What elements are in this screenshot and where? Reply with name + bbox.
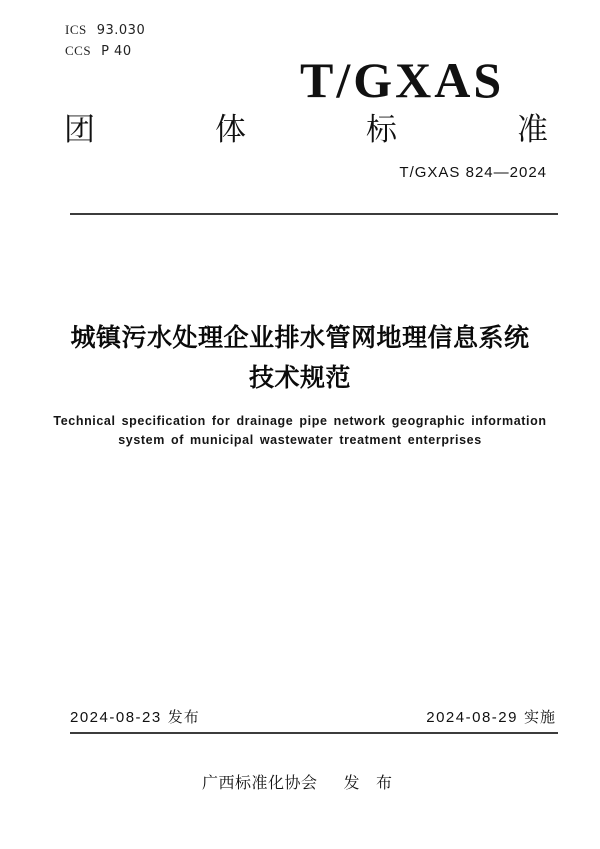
standard-type-char: 体 xyxy=(215,112,246,147)
issue-date: 2024-08-23 xyxy=(70,709,162,726)
ics-label: ICS xyxy=(65,22,87,37)
english-title-line-1: Technical specification for drainage pipe network geographic information xyxy=(53,414,547,428)
title-line-2: 技术规范 xyxy=(248,364,351,392)
ccs-label: CCS xyxy=(65,43,92,58)
dates-row xyxy=(70,707,556,729)
document-title-english xyxy=(0,412,600,450)
standard-type-char: 准 xyxy=(517,112,548,147)
publisher-name: 广西标准化协会 xyxy=(202,775,318,792)
implement-date-group xyxy=(426,707,556,729)
publish-action-label: 发 布 xyxy=(343,775,398,792)
english-title-line-2: system of municipal wastewater treatment enterprises xyxy=(118,433,482,447)
classification-codes xyxy=(65,20,145,62)
ccs-value: P 40 xyxy=(101,44,132,59)
title-line-1: 城镇污水处理企业排水管网地理信息系统 xyxy=(70,324,530,352)
standard-type-row xyxy=(64,110,548,150)
issue-date-group xyxy=(70,707,200,729)
standard-number: T/GXAS 824—2024 xyxy=(399,164,547,181)
implement-date: 2024-08-29 xyxy=(426,709,518,726)
ccs-line xyxy=(65,41,145,62)
top-divider-rule xyxy=(70,213,558,215)
standard-type-char: 标 xyxy=(366,112,397,147)
implement-label: 实施 xyxy=(523,709,556,726)
ics-value: 93.030 xyxy=(96,23,146,38)
standard-type-char: 团 xyxy=(64,112,95,147)
ics-line xyxy=(65,20,145,41)
standard-body-logo: T/GXAS xyxy=(300,52,505,108)
document-title xyxy=(0,318,600,398)
bottom-divider-rule xyxy=(70,732,558,734)
issue-label: 发布 xyxy=(167,709,200,726)
publisher-row xyxy=(0,772,600,796)
